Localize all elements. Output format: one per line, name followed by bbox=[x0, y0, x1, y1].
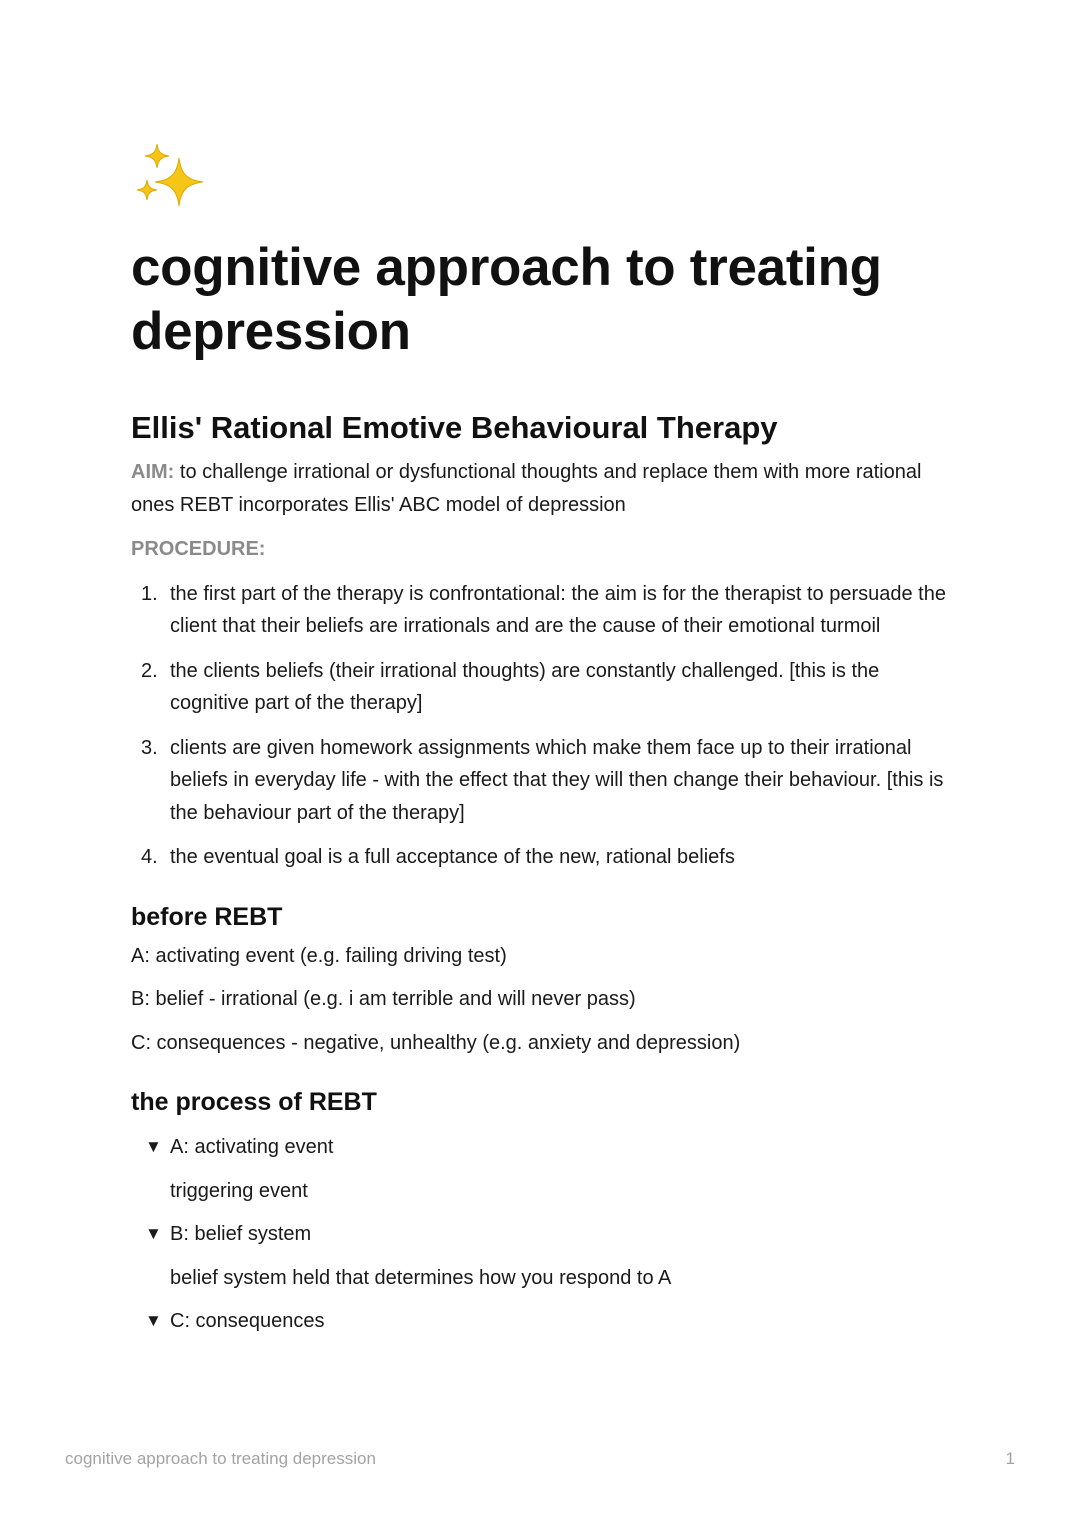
step-number: 4. bbox=[141, 846, 158, 868]
step-number: 1. bbox=[141, 582, 158, 605]
procedure-steps bbox=[131, 578, 961, 874]
step-number: 3. bbox=[141, 736, 158, 759]
aim-label: AIM: bbox=[131, 461, 175, 483]
page-content bbox=[131, 140, 961, 1338]
process-rebt-heading: the process of REBT bbox=[131, 1088, 377, 1116]
list-item bbox=[131, 732, 961, 830]
footer-title: cognitive approach to treating depression bbox=[65, 1449, 376, 1468]
section-heading-rebt: Ellis' Rational Emotive Behavioural Therapy bbox=[131, 410, 778, 445]
list-item bbox=[131, 655, 961, 720]
page-title: cognitive approach to treating depression bbox=[131, 238, 882, 361]
toggle-block-b bbox=[131, 1218, 961, 1294]
toggle-header-b[interactable] bbox=[131, 1218, 961, 1251]
toggle-label: A: activating event bbox=[170, 1136, 334, 1158]
aim-paragraph bbox=[131, 456, 961, 521]
step-text: the first part of the therapy is confrontational: the aim is for the therapist to persuade the client that their beliefs are irrationals and are the cause of their emotional turmoil bbox=[170, 582, 946, 637]
procedure-label: PROCEDURE: bbox=[131, 538, 266, 560]
toggle-header-c[interactable] bbox=[131, 1305, 961, 1338]
sparkles-icon bbox=[131, 140, 211, 220]
before-line-b: B: belief - irrational (e.g. i am terrible and will never pass) bbox=[131, 988, 636, 1010]
step-text: the clients beliefs (their irrational thoughts) are constantly challenged. [this is the cognitive part of the therapy] bbox=[170, 659, 880, 714]
footer-page-number: 1 bbox=[1005, 1449, 1015, 1468]
toggle-block-a bbox=[131, 1131, 961, 1207]
toggle-header-a[interactable] bbox=[131, 1131, 961, 1164]
toggle-content-a: triggering event bbox=[170, 1179, 308, 1202]
triangle-down-icon[interactable]: ▼ bbox=[145, 1311, 162, 1330]
toggle-block-c bbox=[131, 1305, 961, 1338]
list-item bbox=[131, 578, 961, 643]
triangle-down-icon[interactable]: ▼ bbox=[145, 1137, 162, 1156]
toggle-content-b: belief system held that determines how you respond to A bbox=[170, 1266, 672, 1289]
aim-text: to challenge irrational or dysfunctional thoughts and replace them with more rational ones REBT incorporates Ellis' ABC model of depression bbox=[131, 461, 922, 516]
before-rebt-heading: before REBT bbox=[131, 902, 283, 931]
before-line-a: A: activating event (e.g. failing driving test) bbox=[131, 944, 507, 967]
step-text: the eventual goal is a full acceptance of the new, rational beliefs bbox=[170, 846, 735, 868]
step-number: 2. bbox=[141, 659, 158, 682]
toggle-label: B: belief system bbox=[170, 1223, 312, 1245]
triangle-down-icon[interactable]: ▼ bbox=[145, 1224, 162, 1243]
list-item bbox=[131, 841, 961, 874]
before-line-c: C: consequences - negative, unhealthy (e.g. anxiety and depression) bbox=[131, 1031, 741, 1054]
step-text: clients are given homework assignments which make them face up to their irrational beliefs in everyday life - with the effect that they will then change their behaviour. [this is the behaviour part of the therapy] bbox=[170, 736, 944, 824]
toggle-label: C: consequences bbox=[170, 1310, 325, 1332]
